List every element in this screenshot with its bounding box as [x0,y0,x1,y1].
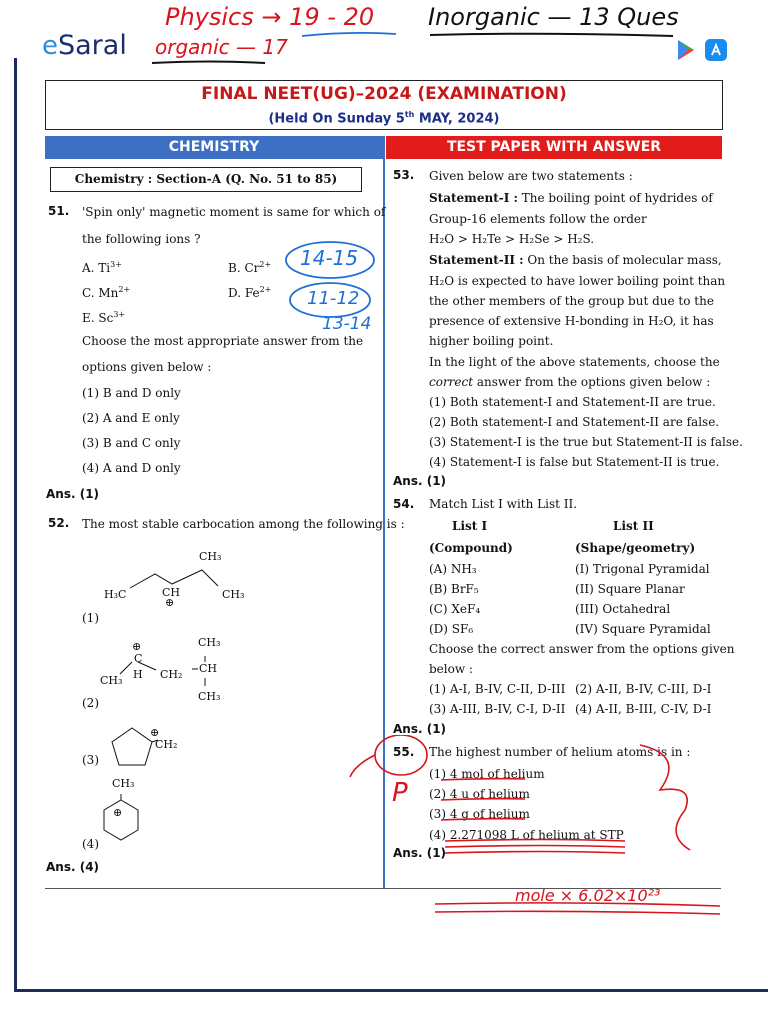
q52-option-4: (4) [82,837,99,851]
q55-choice-4: (4) 2.271098 L of helium at STP [429,828,624,842]
q54-row-b-shape: (II) Square Planar [575,582,685,596]
test-paper-band: TEST PAPER WITH ANSWER [386,136,722,159]
logo-e: e [42,31,58,61]
m2-h: H [133,668,143,681]
hw-footer-note: mole × 6.02×10²³ [515,886,661,905]
q53-s2-line5: higher boiling point. [429,334,554,348]
hw-inorganic-underline [428,30,678,40]
m4-ch3: CH₃ [112,777,135,790]
hw-footer-strokes [430,898,730,918]
q54-row-d-shape: (IV) Square Pyramidal [575,622,711,636]
app-store-icon[interactable] [704,38,728,62]
q55-text: The highest number of helium atoms is in : [429,745,691,759]
m2-ch: CH [199,662,218,675]
hw-organic-underline [150,58,270,68]
m3-ch2: CH₂ [155,738,178,751]
m3-plus: ⊕ [150,726,160,739]
hw-organic-note: organic — 17 [155,35,288,59]
q54-row-c-compound: (C) XeF₄ [429,602,481,616]
hw-q51-note1: 14-15 [300,246,359,270]
q54-choice-1: (1) A-I, B-IV, C-II, D-III [429,682,566,696]
q54-col1-header: (Compound) [429,541,513,555]
q54-row-c-shape: (III) Octahedral [575,602,671,616]
q53-choice-3: (3) Statement-I is the true but Statement-II is false. [429,435,743,449]
q51-choice-2: (2) A and E only [82,411,180,425]
q53-s2-line4: presence of extensive H-bonding in H₂O, it has [429,314,714,328]
q51-choice-1: (1) B and D only [82,386,181,400]
q52-text: The most stable carbocation among the following is : [82,517,405,531]
q53-number: 53. [393,168,415,182]
q52-option-1: (1) [82,611,99,625]
q55-choice-1: (1) 4 mol of helium [429,767,545,781]
m2-ch3-bottom: CH₃ [198,690,221,703]
q51-answer: Ans. (1) [46,487,100,501]
m2-c: C [134,652,143,665]
q55-answer: Ans. (1) [393,846,447,860]
q54-choose-line1: Choose the correct answer from the options given [429,642,735,656]
molecule-1-bonds [100,560,260,610]
q51-number: 51. [48,204,70,218]
m2-ch2: CH₂ [160,668,183,681]
q51-line1: 'Spin only' magnetic moment is same for which of [82,205,386,219]
hw-inorganic-note: Inorganic — 13 Ques [428,3,679,31]
q54-row-d-compound: (D) SF₆ [429,622,474,636]
q55-choice-2: (2) 4 u of helium [429,787,530,801]
q53-choice-4: (4) Statement-I is false but Statement-II is true. [429,455,720,469]
q51-line4: options given below : [82,360,212,374]
q52-option-3: (3) [82,753,99,767]
q55-number: 55. [393,745,415,759]
m1-ch: CH [162,586,181,599]
q51-option-e: E. $Sc^{3+}$ [82,310,126,325]
page-frame-bottom [14,989,768,992]
m1-ch3-top: CH₃ [199,550,222,563]
q54-choice-3: (3) A-III, B-IV, C-I, D-II [429,702,566,716]
q54-list2-header: List II [613,519,654,533]
q54-choice-2: (2) A-II, B-IV, C-III, D-I [575,682,712,696]
q54-answer: Ans. (1) [393,722,447,736]
q53-intro: Given below are two statements : [429,169,633,183]
q52-answer: Ans. (4) [46,860,100,874]
q54-row-a-compound: (A) NH₃ [429,562,477,576]
page-subtitle: (Held On Sunday 5th MAY, 2024) [268,110,500,127]
hw-q51-note3: 13-14 [322,314,372,334]
page-title: FINAL NEET(UG)–2024 (EXAMINATION) [201,84,567,104]
page-frame-left [14,58,17,992]
q54-list1-header: List I [452,519,488,533]
q54-choice-4: (4) A-II, B-III, C-IV, D-I [575,702,712,716]
q51-option-d: D. $Fe^{2+}$ [228,285,272,300]
play-store-icon[interactable] [674,38,698,62]
q53-s2-line2: H₂O is expected to have lower boiling point than [429,274,726,288]
q53-statement1: Statement-I : The boiling point of hydrides of [429,191,713,205]
q55-choice-3: (3) 4 g of helium [429,807,530,821]
q51-choice-3: (3) B and C only [82,436,181,450]
q54-number: 54. [393,497,415,511]
m2-ch3-left: CH₃ [100,674,123,687]
q51-line3: Choose the most appropriate answer from the [82,334,364,348]
m2-plus: ⊕ [132,640,142,653]
m1-h3c: H₃C [104,588,127,601]
m2-ch3-top: CH₃ [198,636,221,649]
q54-text: Match List I with List II. [429,497,578,511]
q52-number: 52. [48,516,70,530]
saral-logo [42,30,127,61]
q52-option-2: (2) [82,696,99,710]
hw-physics-underline [300,28,400,40]
q53-s1-line2: Group-16 elements follow the order [429,212,647,226]
q54-col2-header: (Shape/geometry) [575,541,696,555]
chemistry-band: CHEMISTRY [45,136,383,159]
q51-option-a: A. $Ti^{3+}$ [82,260,122,275]
q53-s2-line3: the other members of the group but due to the [429,294,714,308]
q51-option-c: C. $Mn^{2+}$ [82,285,131,300]
q51-line2: the following ions ? [82,232,201,246]
hw-physics-note: Physics → 19 - 20 [165,3,375,31]
q51-choice-4: (4) A and D only [82,461,181,475]
q53-statement2: Statement-II : On the basis of molecular mass, [429,253,722,267]
hw-q51-note2: 11-12 [307,288,360,309]
logo-text: Saral [58,30,127,61]
q54-choose-line2: below : [429,662,473,676]
m4-plus: ⊕ [113,806,123,819]
q51-option-b: B. $Cr^{2+}$ [228,260,272,275]
q54-row-a-shape: (I) Trigonal Pyramidal [575,562,710,576]
q53-question-line2: correct answer from the options given below : [429,375,711,389]
q53-answer: Ans. (1) [393,474,447,488]
m1-plus: ⊕ [165,596,175,609]
m1-ch3-right: CH₃ [222,588,245,601]
q53-choice-2: (2) Both statement-I and Statement-II are false. [429,415,720,429]
q53-choice-1: (1) Both statement-I and Statement-II are true. [429,395,716,409]
hw-q55-p: P [392,778,408,808]
q53-question-line1: In the light of the above statements, choose the [429,355,720,369]
section-heading: Chemistry : Section-A (Q. No. 51 to 85) [50,167,362,192]
q53-s1-order: H₂O > H₂Te > H₂Se > H₂S. [429,232,595,246]
q54-row-b-compound: (B) BrF₅ [429,582,479,596]
